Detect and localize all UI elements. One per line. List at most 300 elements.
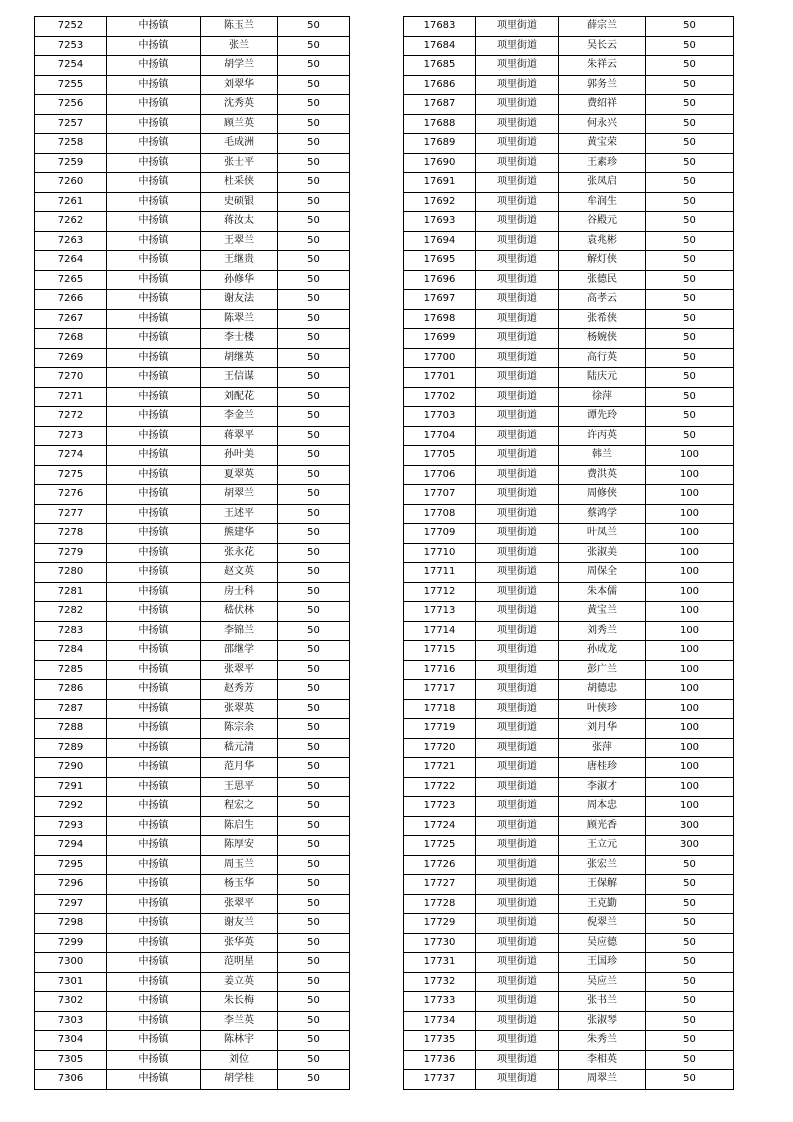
table-row (35, 114, 350, 134)
amount-cell: 50 (278, 465, 350, 485)
amount-cell: 50 (278, 192, 350, 212)
district-cell: 项里街道 (476, 836, 559, 856)
id-cell: 7302 (35, 992, 107, 1012)
id-cell: 17693 (404, 212, 476, 232)
table-row (404, 953, 734, 973)
district-cell: 项里街道 (476, 426, 559, 446)
district-cell: 中扬镇 (107, 212, 201, 232)
district-cell: 中扬镇 (107, 465, 201, 485)
table-row (404, 738, 734, 758)
right-table-body (404, 17, 734, 1090)
name-cell: 李金兰 (201, 407, 278, 427)
table-row (404, 251, 734, 271)
district-cell: 中扬镇 (107, 1070, 201, 1090)
table-row (404, 134, 734, 154)
name-cell: 姜立英 (201, 972, 278, 992)
amount-cell: 50 (278, 153, 350, 173)
id-cell: 7272 (35, 407, 107, 427)
id-cell: 7257 (35, 114, 107, 134)
amount-cell: 50 (646, 173, 734, 193)
name-cell: 孙叶美 (201, 446, 278, 466)
table-row (35, 348, 350, 368)
id-cell: 7261 (35, 192, 107, 212)
id-cell: 17695 (404, 251, 476, 271)
name-cell: 朱长梅 (201, 992, 278, 1012)
amount-cell: 50 (646, 114, 734, 134)
name-cell: 叶凤兰 (559, 524, 646, 544)
amount-cell: 50 (278, 621, 350, 641)
id-cell: 7266 (35, 290, 107, 310)
table-row (404, 348, 734, 368)
table-row (404, 465, 734, 485)
name-cell: 高孝云 (559, 290, 646, 310)
id-cell: 7258 (35, 134, 107, 154)
id-cell: 17722 (404, 777, 476, 797)
table-row (35, 777, 350, 797)
table-row (35, 446, 350, 466)
table-row (404, 563, 734, 583)
name-cell: 周翠兰 (559, 1070, 646, 1090)
name-cell: 周修侠 (559, 485, 646, 505)
name-cell: 谢友兰 (201, 914, 278, 934)
table-row (35, 855, 350, 875)
table-row (404, 290, 734, 310)
amount-cell: 50 (278, 17, 350, 37)
table-row (404, 504, 734, 524)
table-row (404, 933, 734, 953)
table-row (404, 894, 734, 914)
id-cell: 7275 (35, 465, 107, 485)
district-cell: 项里街道 (476, 309, 559, 329)
amount-cell: 50 (278, 836, 350, 856)
name-cell: 毛成洲 (201, 134, 278, 154)
amount-cell: 50 (278, 582, 350, 602)
amount-cell: 100 (646, 738, 734, 758)
id-cell: 17716 (404, 660, 476, 680)
amount-cell: 50 (646, 290, 734, 310)
district-cell: 项里街道 (476, 1050, 559, 1070)
name-cell: 张淑美 (559, 543, 646, 563)
id-cell: 7278 (35, 524, 107, 544)
amount-cell: 50 (278, 797, 350, 817)
table-row (404, 1070, 734, 1090)
district-cell: 项里街道 (476, 972, 559, 992)
id-cell: 17727 (404, 875, 476, 895)
id-cell: 7282 (35, 602, 107, 622)
amount-cell: 50 (278, 992, 350, 1012)
id-cell: 17717 (404, 680, 476, 700)
name-cell: 王保解 (559, 875, 646, 895)
name-cell: 薛宗兰 (559, 17, 646, 37)
table-row (35, 153, 350, 173)
name-cell: 王翠兰 (201, 231, 278, 251)
district-cell: 项里街道 (476, 563, 559, 583)
amount-cell: 50 (646, 1011, 734, 1031)
district-cell: 中扬镇 (107, 777, 201, 797)
id-cell: 17708 (404, 504, 476, 524)
name-cell: 李兰英 (201, 1011, 278, 1031)
name-cell: 陈林宇 (201, 1031, 278, 1051)
amount-cell: 100 (646, 602, 734, 622)
amount-cell: 50 (278, 1011, 350, 1031)
table-row (35, 563, 350, 583)
table-row (35, 270, 350, 290)
name-cell: 许丙英 (559, 426, 646, 446)
id-cell: 17710 (404, 543, 476, 563)
district-cell: 中扬镇 (107, 270, 201, 290)
district-cell: 中扬镇 (107, 348, 201, 368)
table-row (404, 1011, 734, 1031)
id-cell: 7262 (35, 212, 107, 232)
id-cell: 17703 (404, 407, 476, 427)
amount-cell: 50 (278, 680, 350, 700)
table-row (35, 524, 350, 544)
table-row (35, 972, 350, 992)
amount-cell: 50 (278, 446, 350, 466)
amount-cell: 50 (646, 251, 734, 271)
amount-cell: 50 (278, 173, 350, 193)
district-cell: 项里街道 (476, 992, 559, 1012)
id-cell: 7284 (35, 641, 107, 661)
table-row (35, 1031, 350, 1051)
amount-cell: 50 (646, 348, 734, 368)
district-cell: 项里街道 (476, 114, 559, 134)
amount-cell: 50 (278, 914, 350, 934)
left-table (34, 16, 350, 1090)
name-cell: 赵秀芳 (201, 680, 278, 700)
table-row (35, 387, 350, 407)
name-cell: 王述平 (201, 504, 278, 524)
district-cell: 项里街道 (476, 251, 559, 271)
table-row (404, 212, 734, 232)
id-cell: 7260 (35, 173, 107, 193)
id-cell: 7294 (35, 836, 107, 856)
amount-cell: 50 (278, 485, 350, 505)
name-cell: 张翠平 (201, 894, 278, 914)
id-cell: 7267 (35, 309, 107, 329)
name-cell: 胡继英 (201, 348, 278, 368)
amount-cell: 50 (278, 95, 350, 115)
id-cell: 7300 (35, 953, 107, 973)
name-cell: 何永兴 (559, 114, 646, 134)
district-cell: 项里街道 (476, 95, 559, 115)
id-cell: 17689 (404, 134, 476, 154)
id-cell: 7255 (35, 75, 107, 95)
amount-cell: 50 (646, 329, 734, 349)
amount-cell: 50 (646, 933, 734, 953)
table-row (404, 582, 734, 602)
name-cell: 张士平 (201, 153, 278, 173)
name-cell: 史硕银 (201, 192, 278, 212)
table-row (404, 972, 734, 992)
name-cell: 倪翠兰 (559, 914, 646, 934)
table-row (404, 270, 734, 290)
name-cell: 郭务兰 (559, 75, 646, 95)
district-cell: 中扬镇 (107, 543, 201, 563)
district-cell: 中扬镇 (107, 75, 201, 95)
name-cell: 周玉兰 (201, 855, 278, 875)
district-cell: 中扬镇 (107, 446, 201, 466)
amount-cell: 50 (278, 524, 350, 544)
amount-cell: 50 (278, 504, 350, 524)
district-cell: 中扬镇 (107, 621, 201, 641)
amount-cell: 100 (646, 641, 734, 661)
table-row (404, 680, 734, 700)
id-cell: 17694 (404, 231, 476, 251)
amount-cell: 50 (278, 719, 350, 739)
name-cell: 张兰 (201, 36, 278, 56)
district-cell: 中扬镇 (107, 485, 201, 505)
district-cell: 项里街道 (476, 816, 559, 836)
name-cell: 张希侠 (559, 309, 646, 329)
name-cell: 张翠英 (201, 699, 278, 719)
id-cell: 7289 (35, 738, 107, 758)
id-cell: 17684 (404, 36, 476, 56)
id-cell: 7304 (35, 1031, 107, 1051)
table-row (404, 56, 734, 76)
id-cell: 17696 (404, 270, 476, 290)
district-cell: 中扬镇 (107, 192, 201, 212)
district-cell: 项里街道 (476, 894, 559, 914)
table-row (404, 368, 734, 388)
id-cell: 7277 (35, 504, 107, 524)
amount-cell: 50 (646, 1070, 734, 1090)
id-cell: 7298 (35, 914, 107, 934)
name-cell: 杨玉华 (201, 875, 278, 895)
name-cell: 谭先玲 (559, 407, 646, 427)
amount-cell: 50 (278, 251, 350, 271)
name-cell: 朱本儒 (559, 582, 646, 602)
name-cell: 刘秀兰 (559, 621, 646, 641)
id-cell: 17734 (404, 1011, 476, 1031)
amount-cell: 50 (646, 875, 734, 895)
name-cell: 唐桂珍 (559, 758, 646, 778)
district-cell: 中扬镇 (107, 524, 201, 544)
district-cell: 中扬镇 (107, 641, 201, 661)
name-cell: 黄宝兰 (559, 602, 646, 622)
amount-cell: 50 (646, 407, 734, 427)
amount-cell: 50 (278, 134, 350, 154)
name-cell: 张华英 (201, 933, 278, 953)
name-cell: 王思平 (201, 777, 278, 797)
district-cell: 中扬镇 (107, 290, 201, 310)
table-row (35, 914, 350, 934)
table-row (35, 621, 350, 641)
table-row (35, 329, 350, 349)
name-cell: 孙成龙 (559, 641, 646, 661)
district-cell: 中扬镇 (107, 972, 201, 992)
table-row (35, 231, 350, 251)
amount-cell: 50 (278, 75, 350, 95)
table-row (404, 75, 734, 95)
amount-cell: 100 (646, 563, 734, 583)
amount-cell: 50 (278, 1031, 350, 1051)
table-row (404, 192, 734, 212)
name-cell: 吴应兰 (559, 972, 646, 992)
id-cell: 17691 (404, 173, 476, 193)
amount-cell: 50 (278, 290, 350, 310)
amount-cell: 50 (278, 114, 350, 134)
table-row (35, 212, 350, 232)
id-cell: 17737 (404, 1070, 476, 1090)
amount-cell: 50 (646, 75, 734, 95)
district-cell: 中扬镇 (107, 875, 201, 895)
name-cell: 周保全 (559, 563, 646, 583)
id-cell: 7254 (35, 56, 107, 76)
district-cell: 中扬镇 (107, 1050, 201, 1070)
table-row (404, 426, 734, 446)
district-cell: 中扬镇 (107, 1031, 201, 1051)
table-row (35, 816, 350, 836)
name-cell: 王国珍 (559, 953, 646, 973)
table-row (35, 134, 350, 154)
id-cell: 7276 (35, 485, 107, 505)
id-cell: 7306 (35, 1070, 107, 1090)
name-cell: 朱祥云 (559, 56, 646, 76)
id-cell: 17719 (404, 719, 476, 739)
amount-cell: 50 (278, 855, 350, 875)
id-cell: 7279 (35, 543, 107, 563)
district-cell: 项里街道 (476, 329, 559, 349)
amount-cell: 50 (278, 563, 350, 583)
id-cell: 17721 (404, 758, 476, 778)
table-row (404, 992, 734, 1012)
table-row (404, 329, 734, 349)
table-row (35, 738, 350, 758)
amount-cell: 50 (278, 387, 350, 407)
id-cell: 17685 (404, 56, 476, 76)
id-cell: 7253 (35, 36, 107, 56)
district-cell: 中扬镇 (107, 914, 201, 934)
name-cell: 高行英 (559, 348, 646, 368)
name-cell: 叶侠珍 (559, 699, 646, 719)
id-cell: 7301 (35, 972, 107, 992)
id-cell: 7285 (35, 660, 107, 680)
district-cell: 项里街道 (476, 582, 559, 602)
district-cell: 项里街道 (476, 56, 559, 76)
left-table-body (35, 17, 350, 1090)
table-row (404, 153, 734, 173)
amount-cell: 300 (646, 816, 734, 836)
amount-cell: 50 (278, 1050, 350, 1070)
amount-cell: 50 (646, 309, 734, 329)
district-cell: 项里街道 (476, 855, 559, 875)
table-row (35, 1070, 350, 1090)
amount-cell: 50 (278, 972, 350, 992)
table-row (35, 543, 350, 563)
id-cell: 7283 (35, 621, 107, 641)
name-cell: 刘位 (201, 1050, 278, 1070)
id-cell: 17730 (404, 933, 476, 953)
name-cell: 周本忠 (559, 797, 646, 817)
name-cell: 顾兰英 (201, 114, 278, 134)
id-cell: 17714 (404, 621, 476, 641)
amount-cell: 100 (646, 777, 734, 797)
district-cell: 中扬镇 (107, 368, 201, 388)
id-cell: 7269 (35, 348, 107, 368)
table-row (404, 387, 734, 407)
district-cell: 中扬镇 (107, 563, 201, 583)
table-row (404, 114, 734, 134)
district-cell: 中扬镇 (107, 504, 201, 524)
district-cell: 中扬镇 (107, 933, 201, 953)
amount-cell: 50 (278, 543, 350, 563)
district-cell: 项里街道 (476, 173, 559, 193)
amount-cell: 100 (646, 699, 734, 719)
amount-cell: 50 (278, 816, 350, 836)
id-cell: 17723 (404, 797, 476, 817)
table-row (404, 309, 734, 329)
id-cell: 17704 (404, 426, 476, 446)
district-cell: 项里街道 (476, 134, 559, 154)
amount-cell: 50 (278, 212, 350, 232)
name-cell: 韩兰 (559, 446, 646, 466)
name-cell: 陈厚安 (201, 836, 278, 856)
table-row (35, 504, 350, 524)
district-cell: 项里街道 (476, 36, 559, 56)
district-cell: 项里街道 (476, 875, 559, 895)
table-row (404, 719, 734, 739)
name-cell: 张永花 (201, 543, 278, 563)
amount-cell: 100 (646, 758, 734, 778)
amount-cell: 100 (646, 797, 734, 817)
table-row (35, 875, 350, 895)
district-cell: 中扬镇 (107, 153, 201, 173)
district-cell: 中扬镇 (107, 251, 201, 271)
id-cell: 17690 (404, 153, 476, 173)
district-cell: 项里街道 (476, 17, 559, 37)
name-cell: 王信谋 (201, 368, 278, 388)
name-cell: 张宏兰 (559, 855, 646, 875)
table-row (35, 992, 350, 1012)
name-cell: 张凤启 (559, 173, 646, 193)
name-cell: 陈启生 (201, 816, 278, 836)
id-cell: 17735 (404, 1031, 476, 1051)
amount-cell: 50 (646, 894, 734, 914)
id-cell: 17732 (404, 972, 476, 992)
id-cell: 17726 (404, 855, 476, 875)
district-cell: 项里街道 (476, 641, 559, 661)
district-cell: 中扬镇 (107, 719, 201, 739)
amount-cell: 50 (646, 368, 734, 388)
id-cell: 7263 (35, 231, 107, 251)
district-cell: 项里街道 (476, 270, 559, 290)
district-cell: 项里街道 (476, 543, 559, 563)
id-cell: 17731 (404, 953, 476, 973)
amount-cell: 50 (278, 933, 350, 953)
table-row (404, 173, 734, 193)
district-cell: 中扬镇 (107, 758, 201, 778)
id-cell: 7292 (35, 797, 107, 817)
table-row (35, 758, 350, 778)
name-cell: 费洪英 (559, 465, 646, 485)
table-row (35, 680, 350, 700)
district-cell: 中扬镇 (107, 660, 201, 680)
amount-cell: 50 (278, 894, 350, 914)
amount-cell: 50 (278, 953, 350, 973)
name-cell: 刘翠华 (201, 75, 278, 95)
name-cell: 范月华 (201, 758, 278, 778)
table-row (35, 173, 350, 193)
table-row (35, 485, 350, 505)
table-row (404, 875, 734, 895)
name-cell: 蔡鸿学 (559, 504, 646, 524)
table-row (404, 602, 734, 622)
district-cell: 中扬镇 (107, 680, 201, 700)
table-row (35, 641, 350, 661)
district-cell: 项里街道 (476, 368, 559, 388)
name-cell: 胡翠兰 (201, 485, 278, 505)
